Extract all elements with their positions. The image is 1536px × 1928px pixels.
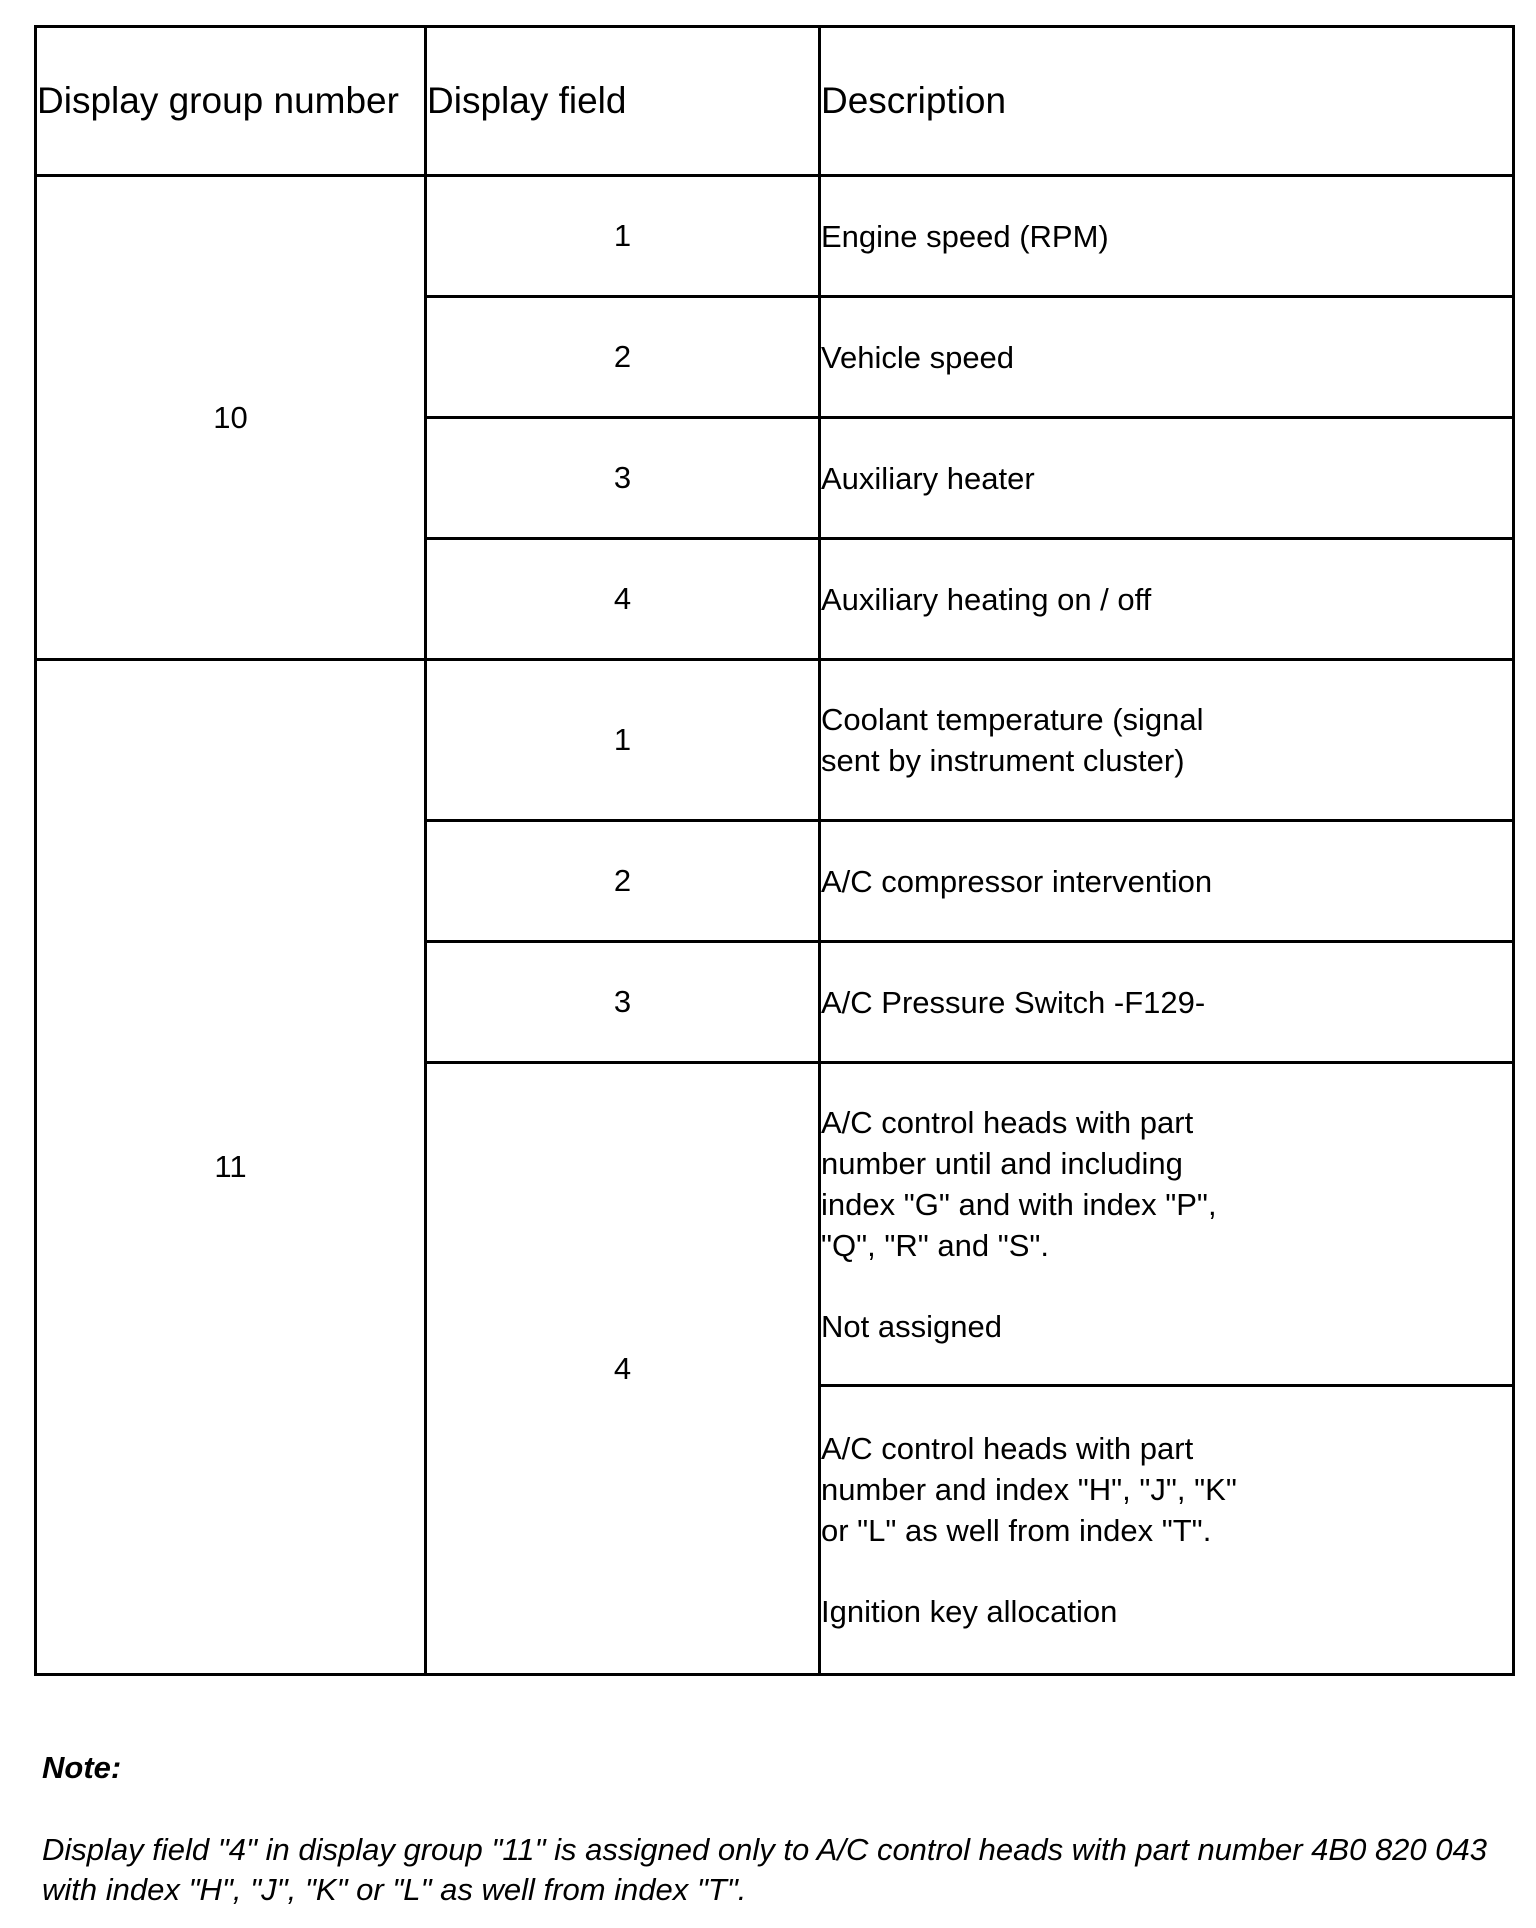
description-text: Engine speed (RPM) xyxy=(821,218,1109,254)
description-status: Not assigned xyxy=(821,1308,1002,1344)
description-cell xyxy=(820,1386,1514,1675)
description-text: Coolant temperature (signal sent by instrument cluster) xyxy=(821,702,1204,778)
table-header-row xyxy=(36,27,1514,176)
description-cell xyxy=(820,821,1514,942)
group-number-cell: 11 xyxy=(36,660,426,1675)
description-cell xyxy=(820,660,1514,821)
description-text: A/C compressor intervention xyxy=(821,863,1213,899)
field-cell: 4 xyxy=(426,539,820,660)
note-section xyxy=(42,1748,1502,1910)
field-cell: 1 xyxy=(426,176,820,297)
description-cell xyxy=(820,539,1514,660)
field-cell: 1 xyxy=(426,660,820,821)
description-text: Vehicle speed xyxy=(821,339,1015,375)
description-cell xyxy=(820,942,1514,1063)
header-display-group-number: Display group number xyxy=(36,27,426,176)
note-text: Display field "4" in display group "11" is assigned only to A/C control heads with part number 4B0 820 043 with index "H", "J", "K" or "L" as well from index "T". xyxy=(42,1832,1487,1907)
header-description: Description xyxy=(820,27,1514,176)
description-cell xyxy=(820,418,1514,539)
description-text: Auxiliary heater xyxy=(821,460,1035,496)
group-number-cell: 10 xyxy=(36,176,426,660)
description-text: A/C control heads with part number and index "H", "J", "K" or "L" as well from index "T". xyxy=(821,1431,1237,1548)
note-title: Note: xyxy=(42,1750,122,1785)
field-cell: 2 xyxy=(426,821,820,942)
description-text: A/C Pressure Switch -F129- xyxy=(821,984,1206,1020)
description-status: Ignition key allocation xyxy=(821,1594,1118,1629)
field-cell: 4 xyxy=(426,1063,820,1675)
description-cell xyxy=(820,1063,1514,1386)
field-cell: 3 xyxy=(426,418,820,539)
table-row xyxy=(36,176,1514,297)
description-cell xyxy=(820,176,1514,297)
table-row xyxy=(36,660,1514,821)
field-cell: 2 xyxy=(426,297,820,418)
description-cell xyxy=(820,297,1514,418)
header-display-field: Display field xyxy=(426,27,820,176)
display-group-table xyxy=(34,25,1515,1676)
description-text: Auxiliary heating on / off xyxy=(821,581,1152,617)
description-text: A/C control heads with part number until and including index "G" and with index "P", "Q", "R" and "S". xyxy=(821,1104,1217,1263)
field-cell: 3 xyxy=(426,942,820,1063)
